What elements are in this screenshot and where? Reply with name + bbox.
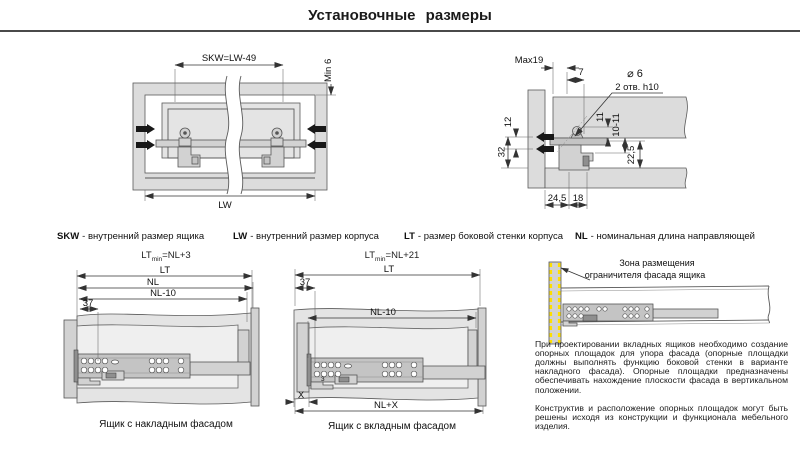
dim-label-holes: 2 отв. h10	[615, 82, 659, 93]
dim-label-37: 37	[82, 298, 94, 309]
dim-label-nl: NL	[146, 277, 160, 288]
notes	[535, 340, 788, 431]
dim-label-24-5: 24,5	[547, 193, 567, 204]
limiter-zone-diagram	[533, 254, 793, 346]
dim-label-skw: SKW=LW-49	[201, 53, 257, 64]
dim-label-nl10: NL-10	[370, 307, 396, 318]
formula-sub: min	[151, 255, 163, 263]
formula-base: LT	[364, 250, 376, 261]
overlay-facade-diagram	[60, 264, 272, 416]
legend-item-lw	[233, 231, 379, 242]
facade-panel	[549, 262, 561, 344]
legend-desc: - номинальная длина направляющей	[590, 231, 755, 242]
note-paragraph-2: Конструктив и расположение опорных площадок могут быть решены исходя из конструкции и функционала мебельного изделия.	[535, 402, 788, 431]
dim-label-lw: LW	[218, 200, 232, 211]
inset-formula	[283, 250, 501, 263]
dim-label-lt: LT	[159, 265, 171, 276]
title-divider	[0, 30, 800, 32]
formula-rest: =NL+21	[385, 250, 420, 261]
legend-term: SKW	[57, 231, 80, 242]
dim-label-22-5: 22,5	[626, 145, 637, 165]
formula-rest: =NL+3	[162, 250, 191, 261]
formula-base: LT	[141, 250, 152, 261]
formula-sub: min	[375, 255, 386, 263]
overlay-formula	[60, 250, 272, 263]
note-paragraph-1: При проектировании вкладных ящиков необходимо создание опорных площадок для упора фасада (опорные площадки должны выполнять функцию боковой стенки в варианте накладного фасада). Опорные площадки предназначены обеспечивать нахождение плоскости фасада в вертикальном положении.	[535, 339, 788, 395]
front-section-diagram	[497, 44, 693, 216]
d3-marking: 3	[321, 376, 325, 383]
dim-label-nl10: NL-10	[150, 288, 176, 299]
legend-item-lt	[404, 231, 563, 242]
dim-label-37: 37	[299, 277, 311, 288]
legend-term: LW	[233, 231, 248, 242]
dim-label-diameter: ⌀ 6	[627, 68, 643, 80]
zone-label-line1: Зона размещения	[619, 258, 695, 268]
overlay-caption: Ящик с накладным фасадом	[99, 419, 233, 430]
legend-desc: - внутренний размер ящика	[82, 231, 205, 242]
legend-item-nl	[575, 231, 755, 242]
legend-desc: - размер боковой стенки корпуса	[417, 231, 563, 242]
legend-desc: - внутренний размер корпуса	[250, 231, 379, 242]
dim-label-lt: LT	[383, 264, 395, 275]
dim-label-32: 32	[497, 146, 508, 158]
dim-label-nlx: NL+X	[373, 400, 399, 411]
overlay-facade-block	[60, 250, 272, 430]
drawer-slide	[563, 304, 718, 326]
zone-annotation	[561, 258, 705, 280]
top-view-diagram	[128, 44, 336, 216]
legend-term: LT	[404, 231, 415, 242]
inset-facade-block	[283, 250, 501, 432]
page-title: Установочные размеры	[308, 7, 492, 24]
dim-label-10-11: 10-11	[611, 113, 622, 137]
legend-term: NL	[575, 231, 588, 242]
dim-label-min6: Min 6	[323, 58, 334, 82]
dim-label-7: 7	[578, 67, 584, 78]
dim-label-18: 18	[572, 193, 584, 204]
dim-label-11: 11	[595, 112, 606, 122]
dim-label-x: X	[297, 390, 305, 401]
dim-label-max19: Max19	[514, 55, 544, 66]
zone-label-line2: ограничителя фасада ящика	[584, 270, 706, 280]
dim-label-12: 12	[503, 116, 514, 128]
legend-item-skw	[57, 231, 204, 242]
inset-caption: Ящик с вкладным фасадом	[328, 421, 456, 432]
inset-facade-diagram	[283, 264, 501, 418]
